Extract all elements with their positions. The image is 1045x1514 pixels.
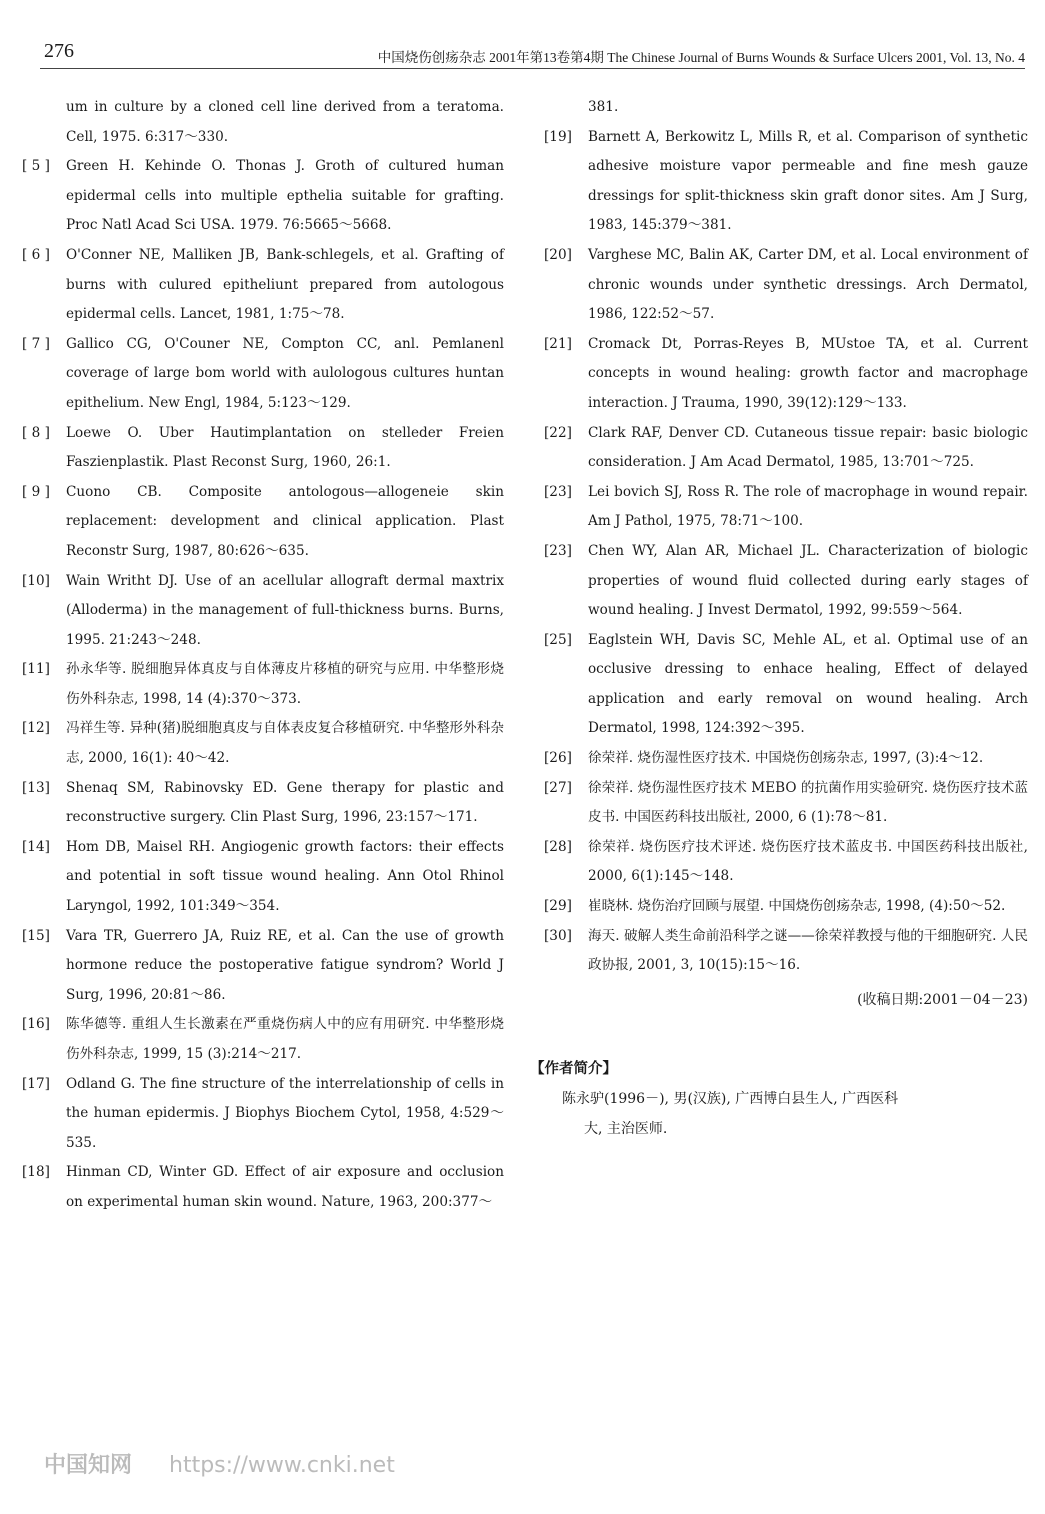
reference-item [544, 419, 1028, 478]
reference-number: [19] [544, 128, 572, 145]
reference-text: Barnett A, Berkowitz L, Mills R, et al. Comparison of synthetic adhesive moisture vapor permeable and fine mesh gauze dressings for split-thickness skin graft donor sites. Am J Surg, 1983, 145:379～381. [588, 128, 1028, 234]
reference-item [22, 714, 504, 773]
reference-text: Wain Writht DJ. Use of an acellular allograft dermal maxtrix (Alloderma) in the management of full-thickness burns. Burns, 1995. 21:243～248. [66, 572, 504, 648]
reference-number: [ 6 ] [22, 246, 50, 263]
reference-text: 孙永华等. 脱细胞异体真皮与自体薄皮片移植的研究与应用. 中华整形烧伤外科杂志, 1998, 14 (4):370～373. [66, 661, 504, 707]
reference-text: 冯祥生等. 异种(猪)脱细胞真皮与自体表皮复合移植研究. 中华整形外科杂志, 2000, 16(1): 40～42. [66, 720, 504, 767]
reference-number: [29] [544, 898, 572, 915]
received-date: (收稿日期:2001－04－23) [857, 991, 1028, 1008]
reference-text: Chen WY, Alan AR, Michael JL. Characterization of biologic properties of wound fluid collected during early stages of wound healing. J Invest Dermatol, 1992, 99:559～564. [588, 542, 1028, 619]
reference-number: [13] [22, 779, 50, 796]
reference-item [544, 123, 1028, 241]
reference-item [544, 833, 1028, 892]
reference-text: 381. [588, 99, 619, 115]
reference-item [22, 93, 504, 152]
reference-number: [16] [22, 1016, 50, 1033]
reference-text: 海天. 破解人类生命前沿科学之谜——徐荣祥教授与他的干细胞研究. 人民政协报, 2001, 3, 10(15):15～16. [588, 927, 1028, 974]
reference-item [22, 774, 504, 833]
reference-text: 崔晓林. 烧伤治疗回顾与展望. 中国烧伤创疡杂志, 1998, (4):50～52. [588, 898, 1006, 915]
author-intro-body [544, 1084, 1028, 1144]
reference-number: [ 9 ] [22, 483, 50, 500]
reference-number: [14] [22, 838, 50, 855]
reference-number: [18] [22, 1164, 50, 1181]
reference-item [22, 241, 504, 330]
reference-number: [ 5 ] [22, 158, 50, 175]
reference-text: O'Conner NE, Malliken JB, Bank-schlegels, et al. Grafting of burns with culured epitheliunt prepared from autologous epidermal cells. Lancet, 1981, 1:75～78. [66, 246, 504, 323]
reference-item [544, 626, 1028, 744]
reference-text: Gallico CG, O'Couner NE, Compton CC, anl. Pemlanenl coverage of large bom world with aulologous cultures huntan epithelium. New Engl, 1984, 5:123～129. [66, 335, 504, 411]
reference-item [22, 330, 504, 419]
reference-text: Lei bovich SJ, Ross R. The role of macrophage in wound repair. Am J Pathol, 1975, 78:71～100. [588, 483, 1028, 530]
author-intro-heading: 【作者简介】 [530, 1060, 617, 1077]
reference-number: [ 7 ] [22, 335, 50, 352]
reference-item [544, 93, 1028, 123]
reference-item [22, 419, 504, 478]
reference-number: [22] [544, 424, 572, 441]
reference-item [544, 744, 1028, 774]
reference-text: Varghese MC, Balin AK, Carter DM, et al. Local environment of chronic wounds under synthetic dressings. Arch Dermatol, 1986, 122:52～57. [588, 246, 1028, 323]
reference-number: [23] [544, 542, 572, 559]
reference-number: [26] [544, 750, 572, 767]
reference-item [22, 1010, 504, 1069]
header-rule [40, 68, 1025, 69]
reference-item [544, 478, 1028, 537]
reference-text: 徐荣祥. 烧伤湿性医疗技术 MEBO 的抗菌作用实验研究. 烧伤医疗技术蓝皮书. 中国医药科技出版社, 2000, 6 (1):78～81. [588, 779, 1028, 826]
reference-text: Hom DB, Maisel RH. Angiogenic growth factors: their effects and potential in soft tissue wound healing. Ann Otol Rhinol Laryngol, 1992, 101:349～354. [66, 838, 504, 915]
running-head: 中国烧伤创疡杂志 2001年第13卷第4期 The Chinese Journal of Burns Wounds & Surface Ulcers 2001, Vol. 13, No. 4 [377, 50, 1025, 65]
reference-number: [28] [544, 838, 572, 855]
reference-item [544, 892, 1028, 922]
reference-text: 徐荣祥. 烧伤医疗技术评述. 烧伤医疗技术蓝皮书. 中国医药科技出版社, 2000, 6(1):145～148. [588, 838, 1028, 885]
right-column [530, 93, 1028, 1144]
reference-item [22, 152, 504, 241]
author-intro-line: 大, 主治医师. [584, 1120, 668, 1137]
reference-item [544, 774, 1028, 833]
reference-text: Odland G. The fine structure of the interrelationship of cells in the human epidermis. J Biophys Biochem Cytol, 1958, 4:529～535. [66, 1075, 504, 1151]
reference-item [544, 922, 1028, 981]
reference-text: Cuono CB. Composite antologous—allogeneie skin replacement: development and clinical application. Plast Reconstr Surg, 1987, 80:626～635. [66, 483, 504, 559]
reference-text: Cromack Dt, Porras-Reyes B, MUstoe TA, et al. Current concepts in wound healing: growth factor and macrophage interaction. J Trauma, 1990, 39(12):129～133. [588, 335, 1028, 411]
reference-item [22, 1158, 504, 1217]
author-intro-line: 陈永驴(1996－), 男(汉族), 广西博白县生人, 广西医科 [562, 1090, 899, 1107]
cnki-url: https://www.cnki.net [169, 1453, 395, 1478]
reference-item [544, 330, 1028, 419]
page-number: 276 [44, 40, 74, 62]
reference-number: [11] [22, 661, 50, 678]
reference-text: Green H. Kehinde O. Thonas J. Groth of cultured human epidermal cells into multiple epthelia suitable for grafting. Proc Natl Acad Sci USA. 1979. 76:5665～5668. [66, 158, 504, 234]
reference-item [544, 241, 1028, 330]
reference-text: Vara TR, Guerrero JA, Ruiz RE, et al. Can the use of growth hormone reduce the postoperative fatigue syndrom? World J Surg, 1996, 20:81～86. [66, 927, 504, 1003]
page-header [40, 40, 1025, 70]
reference-number: [27] [544, 779, 572, 796]
left-column [22, 93, 504, 1218]
reference-text: Shenaq SM, Rabinovsky ED. Gene therapy for plastic and reconstructive surgery. Clin Plast Surg, 1996, 23:157～171. [66, 779, 504, 826]
reference-text: Clark RAF, Denver CD. Cutaneous tissue repair: basic biologic consideration. J Am Acad Dermatol, 1985, 13:701～725. [588, 424, 1028, 471]
reference-text: Eaglstein WH, Davis SC, Mehle AL, et al. Optimal use of an occlusive dressing to enhace healing, Effect of delayed application and early removal on wound healing. Arch Dermatol, 1998, 124:392～395. [588, 631, 1028, 737]
reference-item [22, 655, 504, 714]
reference-number: [17] [22, 1075, 50, 1092]
reference-item [22, 922, 504, 1011]
cnki-logo: 中国知网 [44, 1453, 133, 1478]
watermark-footer [44, 1448, 395, 1479]
reference-number: [15] [22, 927, 50, 944]
reference-number: [20] [544, 246, 572, 263]
reference-text: Hinman CD, Winter GD. Effect of air exposure and occlusion on experimental human skin wound. Nature, 1963, 200:377～ [66, 1164, 504, 1210]
reference-number: [10] [22, 572, 50, 589]
reference-number: [30] [544, 927, 572, 944]
reference-number: [ 8 ] [22, 424, 50, 441]
reference-number: [23] [544, 483, 572, 500]
reference-item [22, 567, 504, 656]
reference-text: 徐荣祥. 烧伤湿性医疗技术. 中国烧伤创疡杂志, 1997, (3):4～12. [588, 750, 984, 767]
reference-item [22, 1070, 504, 1159]
reference-number: [12] [22, 720, 50, 737]
reference-text: Loewe O. Uber Hautimplantation on stelleder Freien Faszienplastik. Plast Reconst Surg, 1960, 26:1. [66, 424, 504, 471]
reference-number: [25] [544, 631, 572, 648]
reference-number: [21] [544, 335, 572, 352]
reference-text: 陈华德等. 重组人生长激素在严重烧伤病人中的应有用研究. 中华整形烧伤外科杂志, 1999, 15 (3):214～217. [66, 1016, 504, 1062]
reference-item [22, 478, 504, 567]
reference-text: um in culture by a cloned cell line derived from a teratoma. Cell, 1975. 6:317～330. [66, 99, 504, 145]
reference-item [544, 537, 1028, 626]
reference-item [22, 833, 504, 922]
